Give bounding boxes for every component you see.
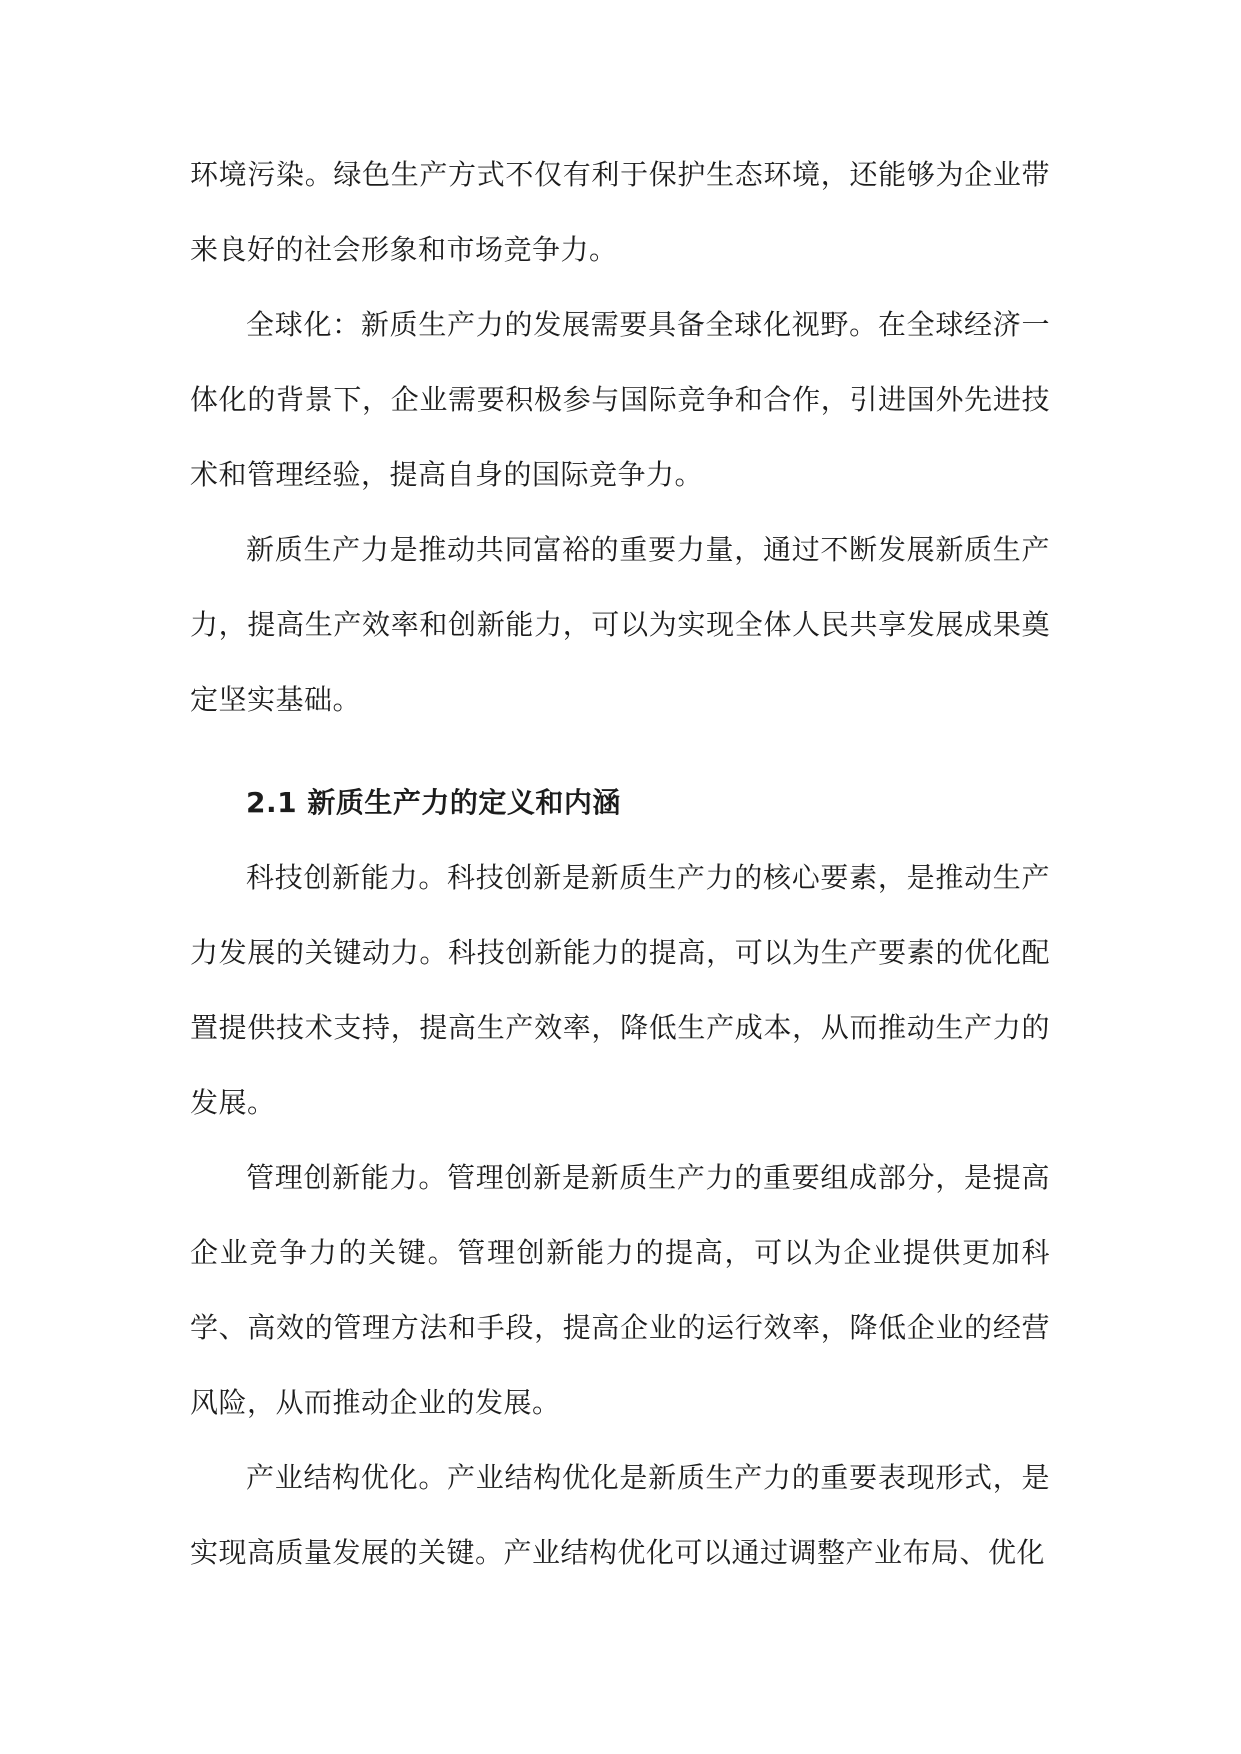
- paragraph-common-prosperity: 新质生产力是推动共同富裕的重要力量，通过不断发展新质生产力，提高生产效率和创新能力，可以为实现全体人民共享发展成果奠定坚实基础。: [190, 533, 1050, 716]
- paragraph-industrial-structure: 产业结构优化。产业结构优化是新质生产力的重要表现形式，是实现高质量发展的关键。产业结构优化可以通过调整产业布局、优化: [190, 1461, 1050, 1569]
- paragraph-management-innovation: 管理创新能力。管理创新是新质生产力的重要组成部分，是提高企业竞争力的关键。管理创新能力的提高，可以为企业提供更加科学、高效的管理方法和手段，提高企业的运行效率，降低企业的经营风险，从而推动企业的发展。: [190, 1161, 1050, 1419]
- paragraph-tech-innovation: 科技创新能力。科技创新是新质生产力的核心要素，是推动生产力发展的关键动力。科技创新能力的提高，可以为生产要素的优化配置提供技术支持，提高生产效率，降低生产成本，从而推动生产力的发展。: [190, 861, 1050, 1119]
- paragraph-environment-continuation: 环境污染。绿色生产方式不仅有利于保护生态环境，还能够为企业带来良好的社会形象和市场竞争力。: [190, 158, 1050, 266]
- section-heading: 2.1 新质生产力的定义和内涵: [246, 786, 621, 819]
- paragraph-globalization: 全球化：新质生产力的发展需要具备全球化视野。在全球经济一体化的背景下，企业需要积极参与国际竞争和合作，引进国外先进技术和管理经验，提高自身的国际竞争力。: [190, 308, 1050, 491]
- document-body: [190, 137, 1050, 1590]
